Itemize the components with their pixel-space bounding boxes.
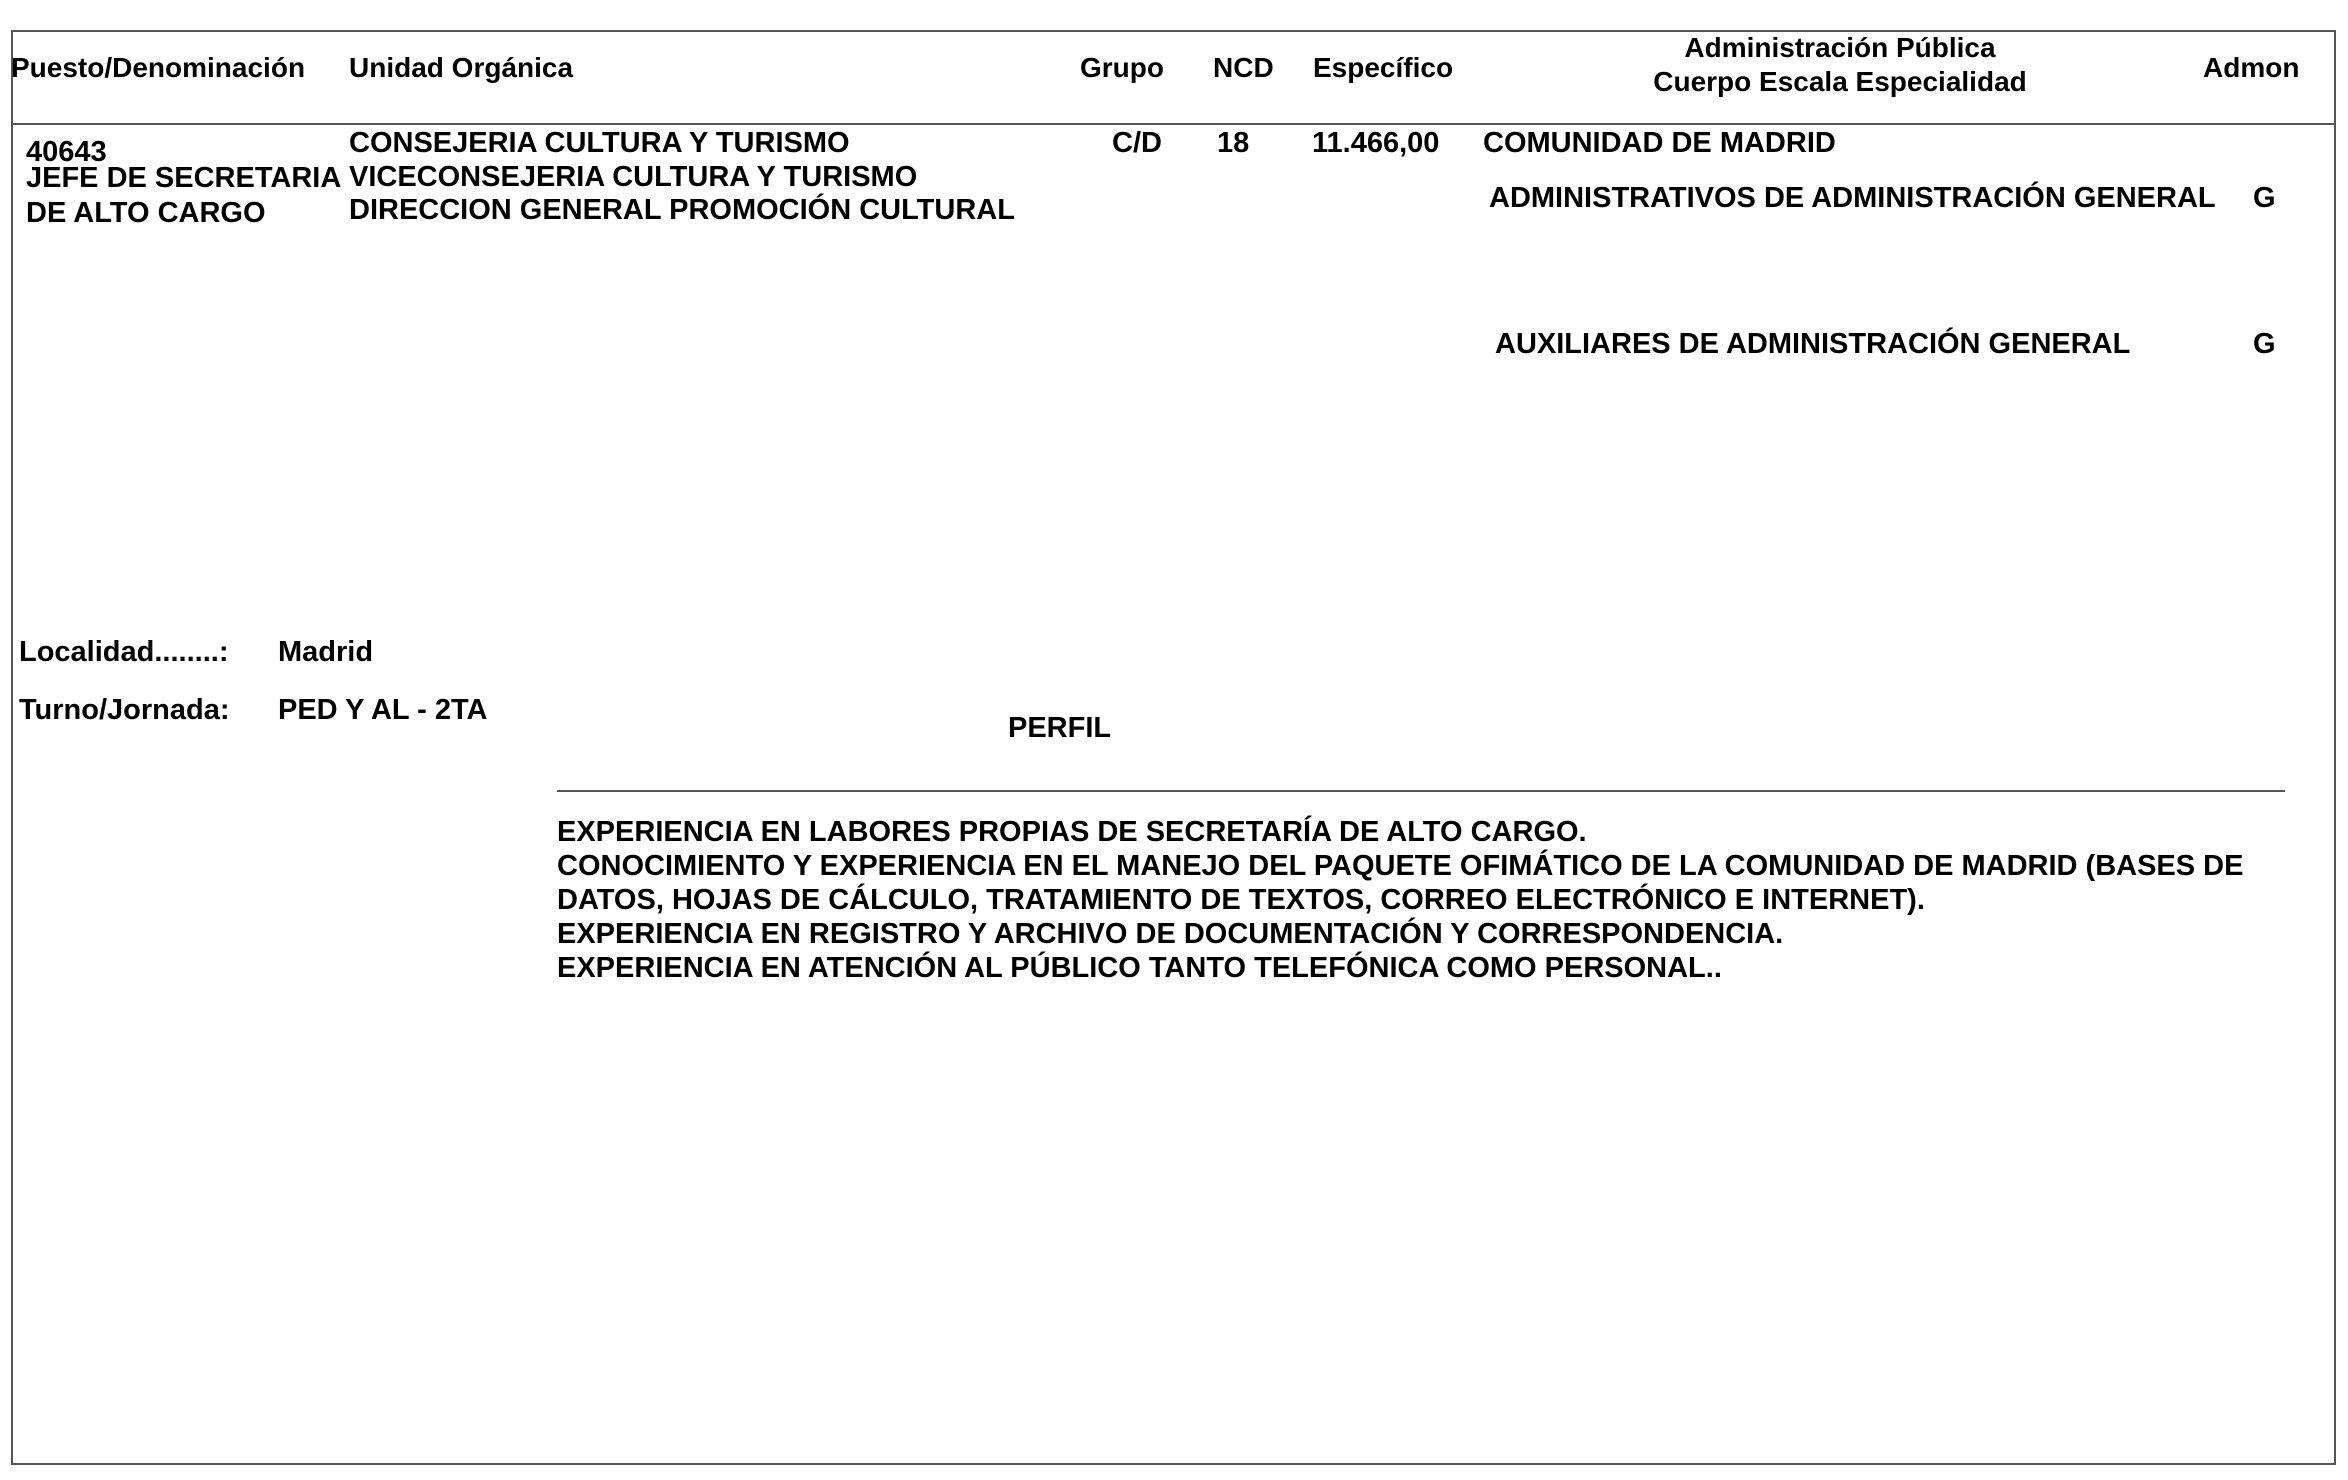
grupo-value: C/D bbox=[1112, 127, 1162, 159]
perfil-title: PERFIL bbox=[1008, 712, 1112, 744]
unit-line-2: VICECONSEJERIA CULTURA Y TURISMO bbox=[349, 161, 918, 193]
header-unidad: Unidad Orgánica bbox=[349, 52, 574, 83]
header-divider bbox=[11, 123, 2336, 125]
perfil-divider bbox=[557, 790, 2285, 792]
turno-value: PED Y AL - 2TA bbox=[278, 694, 488, 726]
perfil-line-3: DATOS, HOJAS DE CÁLCULO, TRATAMIENTO DE TEXTOS, CORREO ELECTRÓNICO E INTERNET). bbox=[557, 884, 1925, 916]
localidad-value: Madrid bbox=[278, 636, 374, 668]
administracion-value: COMUNIDAD DE MADRID bbox=[1483, 127, 1836, 159]
cuerpo-1-admon: G bbox=[2253, 182, 2276, 214]
unit-line-3: DIRECCION GENERAL PROMOCIÓN CULTURAL bbox=[349, 194, 1015, 226]
perfil-line-2: CONOCIMIENTO Y EXPERIENCIA EN EL MANEJO DEL PAQUETE OFIMÁTICO DE LA COMUNIDAD DE MADRID (BASES DE bbox=[557, 850, 2244, 882]
localidad-label: Localidad........: bbox=[19, 636, 229, 668]
header-especifico: Específico bbox=[1313, 52, 1454, 83]
header-puesto: Puesto/Denominación bbox=[11, 52, 306, 83]
unit-line-1: CONSEJERIA CULTURA Y TURISMO bbox=[349, 127, 850, 159]
document-frame bbox=[11, 30, 2336, 1465]
ncd-value: 18 bbox=[1217, 127, 1250, 159]
header-admon: Admon bbox=[2203, 52, 2300, 83]
turno-label: Turno/Jornada: bbox=[19, 694, 230, 726]
header-ncd: NCD bbox=[1213, 52, 1274, 83]
position-title-line1: JEFE DE SECRETARIA bbox=[26, 162, 342, 194]
cuerpo-2-name: AUXILIARES DE ADMINISTRACIÓN GENERAL bbox=[1495, 328, 2131, 360]
position-code: 40643 bbox=[26, 136, 107, 168]
position-title-line2: DE ALTO CARGO bbox=[26, 197, 266, 229]
especifico-value: 11.466,00 bbox=[1312, 127, 1440, 159]
header-grupo: Grupo bbox=[1080, 52, 1164, 83]
perfil-line-5: EXPERIENCIA EN ATENCIÓN AL PÚBLICO TANTO TELEFÓNICA COMO PERSONAL.. bbox=[557, 952, 1722, 984]
perfil-line-1: EXPERIENCIA EN LABORES PROPIAS DE SECRETARÍA DE ALTO CARGO. bbox=[557, 816, 1587, 848]
header-cuerpo-escala: Cuerpo Escala Especialidad bbox=[1653, 66, 2027, 97]
perfil-lines bbox=[557, 815, 2243, 985]
cuerpo-2-admon: G bbox=[2253, 328, 2276, 360]
header-admin-publica: Administración Pública bbox=[1684, 32, 1996, 63]
perfil-line-4: EXPERIENCIA EN REGISTRO Y ARCHIVO DE DOCUMENTACIÓN Y CORRESPONDENCIA. bbox=[557, 918, 1784, 950]
cuerpo-1-name: ADMINISTRATIVOS DE ADMINISTRACIÓN GENERAL bbox=[1489, 182, 2216, 214]
